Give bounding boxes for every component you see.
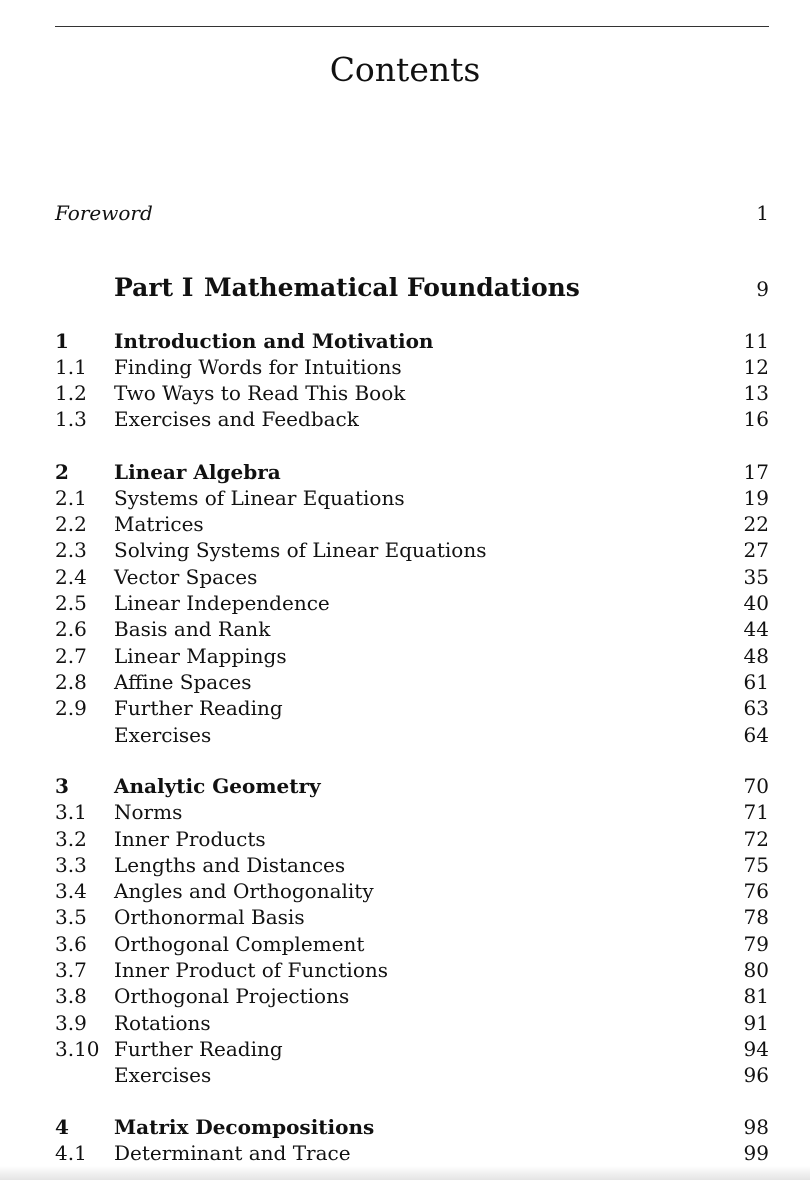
toc-section-title: Systems of Linear Equations [114,486,405,510]
toc-section[interactable] [0,564,810,590]
bottom-edge-shadow [0,1166,810,1180]
toc-section[interactable] [0,722,810,748]
toc-section-number: 3.3 [55,853,87,877]
toc-chapter-1[interactable] [0,328,810,354]
toc-section[interactable] [0,878,810,904]
toc-section[interactable] [0,957,810,983]
toc-page-number: 13 [743,381,769,405]
toc-chapter-3[interactable] [0,773,810,799]
toc-section[interactable] [0,1010,810,1036]
toc-section-number: 3.9 [55,1011,87,1035]
toc-page-number: 91 [743,1011,769,1035]
toc-part-label: Part I [114,273,194,302]
toc-section-number: 3.1 [55,800,87,824]
toc-section-number: 3.7 [55,958,87,982]
toc-page-number: 61 [743,670,769,694]
toc-chapter-number: 3 [55,774,69,798]
toc-section-title: Inner Products [114,827,266,851]
toc-section-title: Further Reading [114,1037,283,1061]
toc-page-number: 44 [743,617,769,641]
toc-chapter-title: Matrix Decompositions [114,1115,375,1139]
toc-section[interactable] [0,1036,810,1062]
toc-section-title: Lengths and Distances [114,853,346,877]
toc-section-title: Solving Systems of Linear Equations [114,538,487,562]
toc-page-number: 27 [743,538,769,562]
toc-page-number: 70 [743,774,769,798]
toc-page-number: 64 [743,723,769,747]
toc-section-number: 3.4 [55,879,87,903]
toc-foreword-label: Foreword [55,201,153,225]
toc-section[interactable] [0,695,810,721]
toc-section[interactable] [0,1062,810,1088]
toc-page-number: 63 [743,696,769,720]
toc-section-title: Affine Spaces [114,670,252,694]
toc-section-title: Two Ways to Read This Book [114,381,406,405]
toc-section-title: Matrices [114,512,204,536]
toc-section[interactable] [0,904,810,930]
toc-section-number: 2.6 [55,617,87,641]
toc-section-number: 2.5 [55,591,87,615]
toc-section-number: 3.6 [55,932,87,956]
toc-section-number: 2.4 [55,565,87,589]
toc-section-number: 2.2 [55,512,87,536]
toc-page-number: 94 [743,1037,769,1061]
toc-section-number: 3.10 [55,1037,100,1061]
toc-section[interactable] [0,406,810,432]
toc-page-number: 81 [743,984,769,1008]
toc-section-title: Linear Mappings [114,644,287,668]
toc-section[interactable] [0,983,810,1009]
toc-section-number: 1.3 [55,407,87,431]
toc-page-number: 71 [743,800,769,824]
toc-foreword[interactable] [0,200,810,226]
toc-section[interactable] [0,643,810,669]
toc-section-title: Further Reading [114,696,283,720]
toc-section[interactable] [0,852,810,878]
toc-chapter-title: Introduction and Motivation [114,329,434,353]
toc-section-number: 4.1 [55,1141,87,1165]
toc-section-title: Rotations [114,1011,211,1035]
toc-section-title: Inner Product of Functions [114,958,389,982]
page-title: Contents [329,50,481,89]
toc-page-number: 98 [743,1115,769,1139]
toc-part-title: Mathematical Foundations [204,273,580,302]
toc-chapter-number: 4 [55,1115,69,1139]
toc-section-number: 3.2 [55,827,87,851]
toc-page-number: 9 [756,277,769,301]
toc-section[interactable] [0,1140,810,1166]
toc-section-number: 3.8 [55,984,87,1008]
toc-section-title: Finding Words for Intuitions [114,355,402,379]
toc-page-number: 96 [743,1063,769,1087]
toc-section-title: Exercises [114,723,212,747]
toc-page-number: 75 [743,853,769,877]
toc-page-number: 48 [743,644,769,668]
toc-page-number: 99 [743,1141,769,1165]
toc-chapter-title: Linear Algebra [114,460,281,484]
toc-section[interactable] [0,485,810,511]
toc-chapter-4[interactable] [0,1114,810,1140]
toc-section-title: Basis and Rank [114,617,271,641]
toc-section-number: 2.8 [55,670,87,694]
toc-section-title: Orthonormal Basis [114,905,305,929]
toc-section-number: 2.1 [55,486,87,510]
toc-section-title: Exercises [114,1063,212,1087]
toc-chapter-number: 1 [55,329,69,353]
toc-page-number: 19 [743,486,769,510]
toc-section[interactable] [0,537,810,563]
toc-page-number: 1 [756,201,769,225]
top-rule [55,26,769,27]
toc-section-number: 1.1 [55,355,87,379]
toc-section[interactable] [0,799,810,825]
toc-section-title: Orthogonal Complement [114,932,365,956]
toc-page-number: 12 [743,355,769,379]
toc-section-number: 1.2 [55,381,87,405]
toc-section[interactable] [0,590,810,616]
toc-section[interactable] [0,380,810,406]
toc-section-title: Angles and Orthogonality [114,879,374,903]
toc-section-title: Linear Independence [114,591,330,615]
toc-section[interactable] [0,669,810,695]
toc-page-number: 16 [743,407,769,431]
toc-chapter-2[interactable] [0,459,810,485]
toc-page-number: 80 [743,958,769,982]
toc-part-heading[interactable] [0,272,810,304]
toc-section[interactable] [0,616,810,642]
toc-page-number: 79 [743,932,769,956]
toc-page-number: 72 [743,827,769,851]
toc-section-number: 2.9 [55,696,87,720]
toc-section-title: Vector Spaces [114,565,258,589]
toc-section-title: Exercises and Feedback [114,407,359,431]
toc-section-title: Norms [114,800,183,824]
toc-section[interactable] [0,511,810,537]
toc-page-number: 78 [743,905,769,929]
toc-section-number: 2.3 [55,538,87,562]
toc-section[interactable] [0,354,810,380]
toc-section-number: 3.5 [55,905,87,929]
toc-section-number: 2.7 [55,644,87,668]
toc-chapter-title: Analytic Geometry [114,774,321,798]
toc-page-number: 35 [743,565,769,589]
toc-page-number: 40 [743,591,769,615]
toc-page-number: 17 [743,460,769,484]
toc-section-title: Determinant and Trace [114,1141,351,1165]
toc-page-number: 22 [743,512,769,536]
toc-page-number: 76 [743,879,769,903]
toc-section[interactable] [0,931,810,957]
toc-section-title: Orthogonal Projections [114,984,350,1008]
toc-chapter-number: 2 [55,460,69,484]
toc-section[interactable] [0,826,810,852]
toc-page-number: 11 [743,329,769,353]
